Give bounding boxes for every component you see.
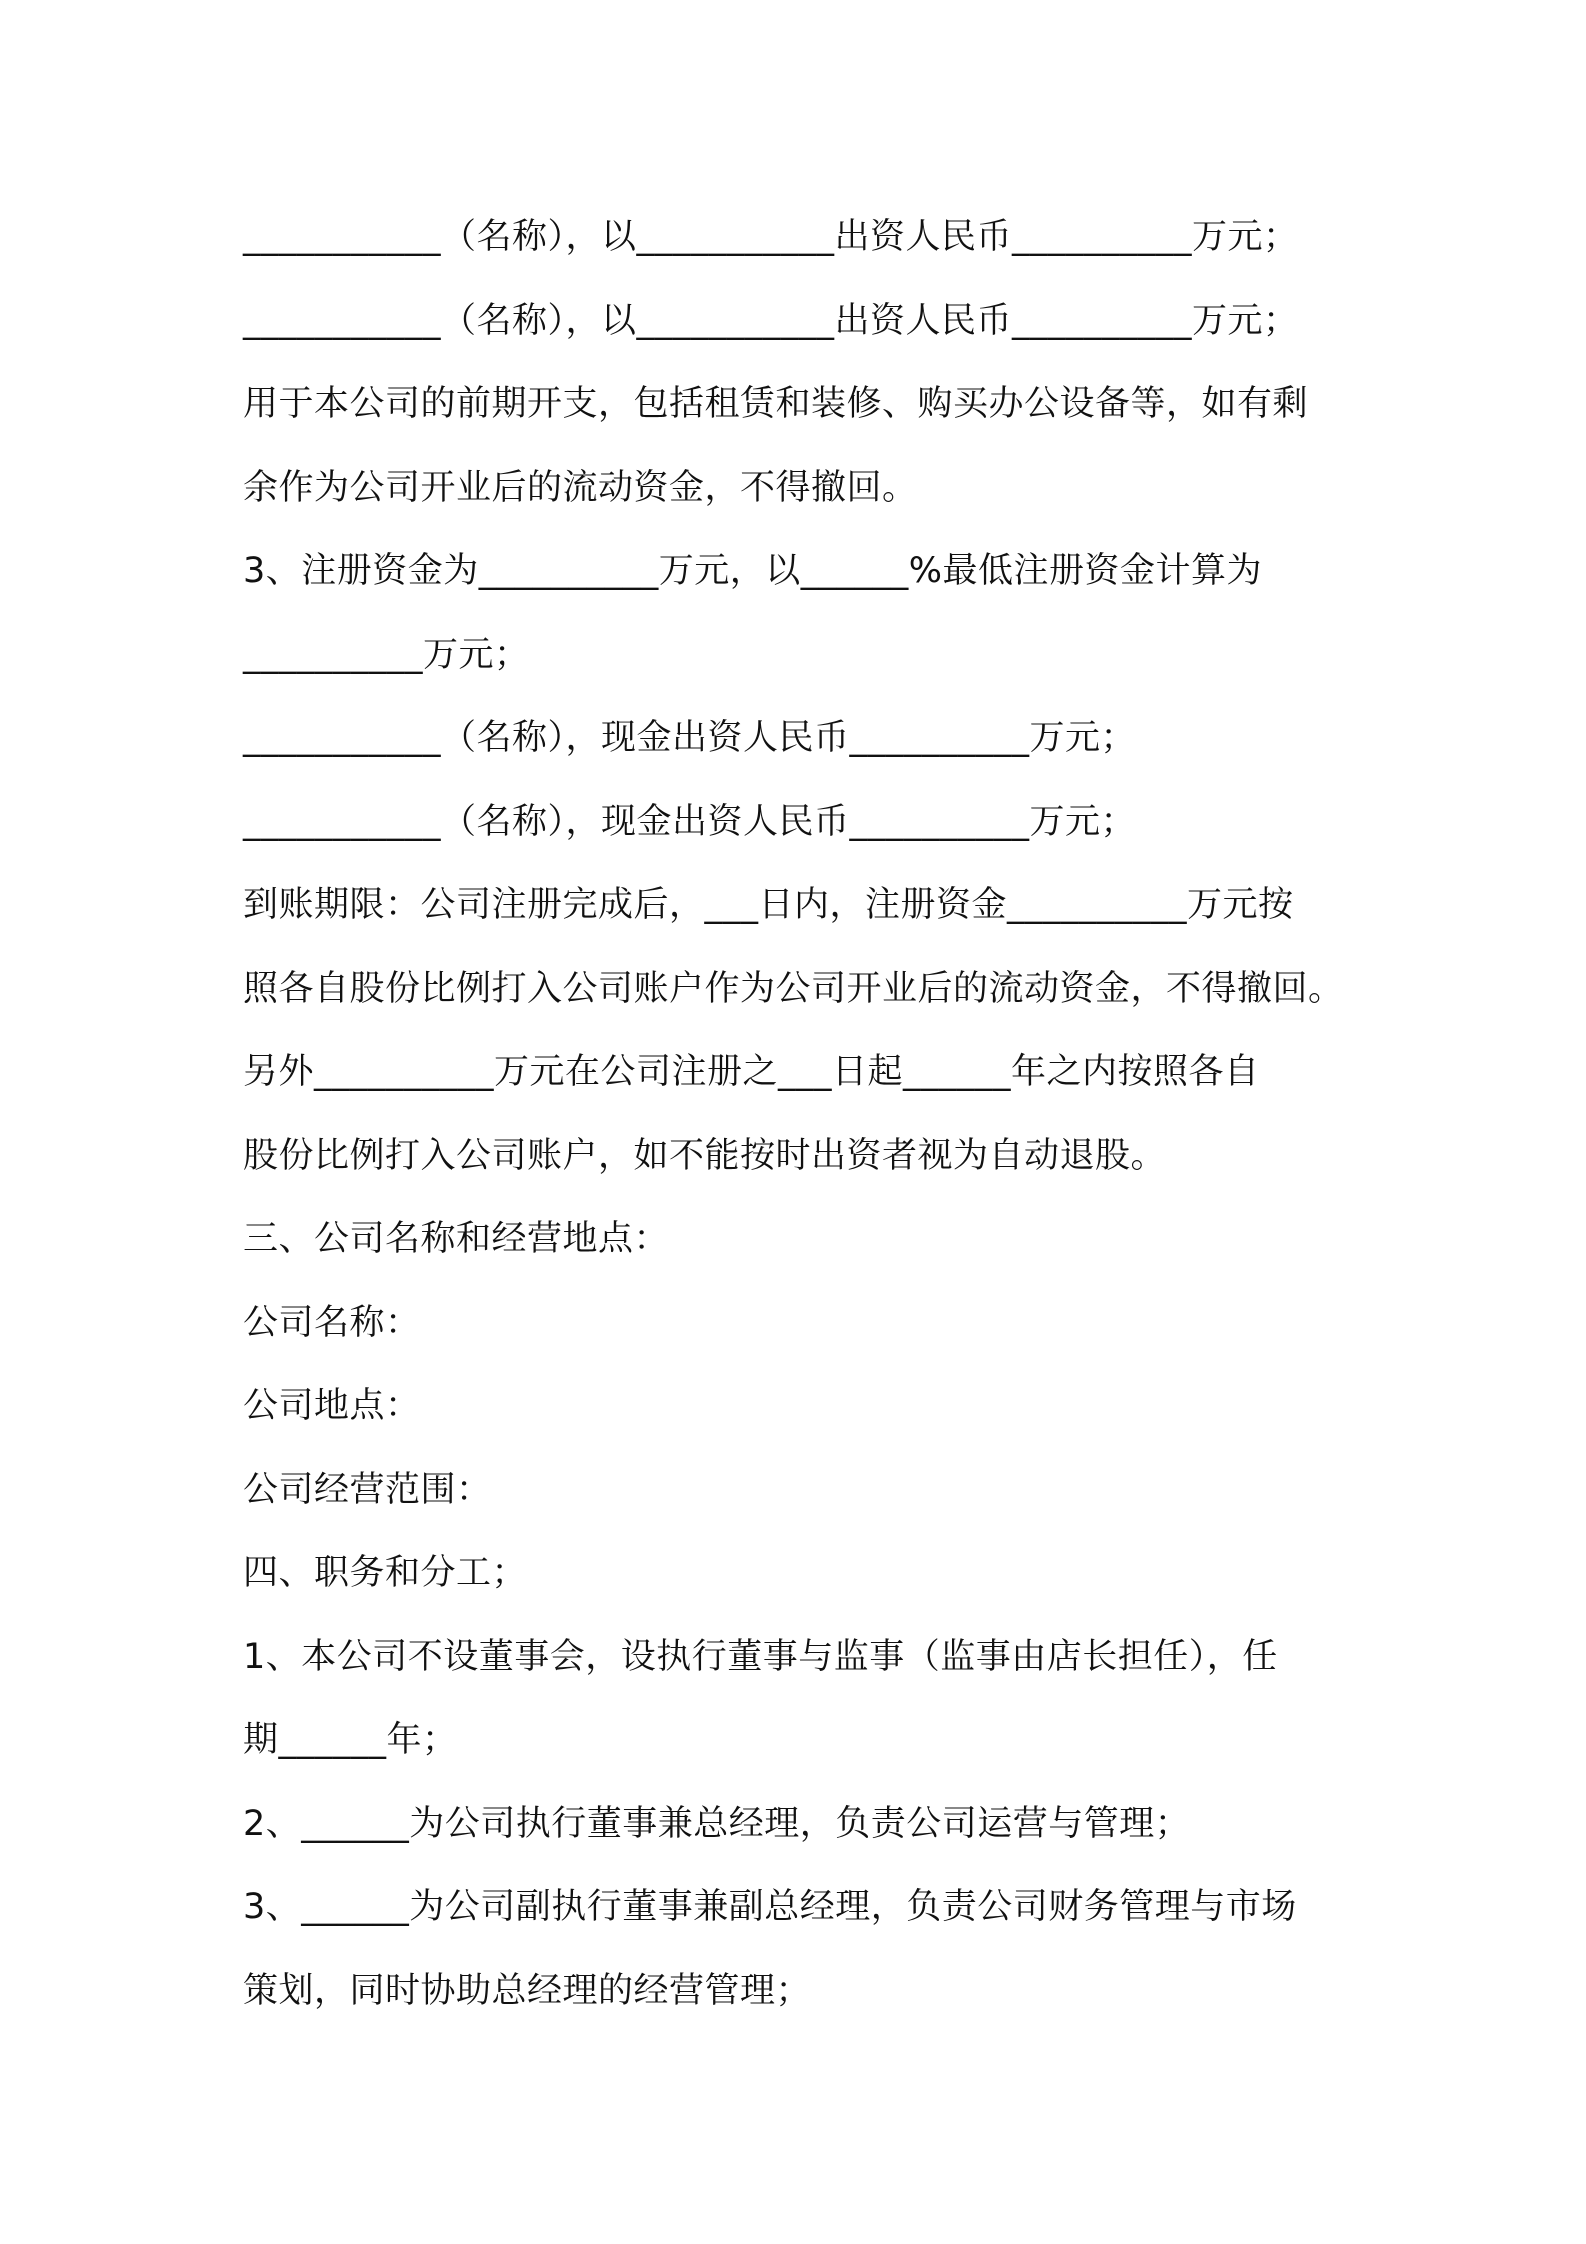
text-line: 3、______为公司副执行董事兼副总经理，负责公司财务管理与市场 [243, 1887, 1297, 1927]
text-line: 策划，同时协助总经理的经营管理； [243, 1970, 812, 2011]
section-heading: 三、公司名称和经营地点： [243, 1219, 670, 1259]
field-label: 公司经营范围： [243, 1469, 492, 1510]
text-line: __________万元； [243, 634, 530, 675]
text-line: 1、本公司不设董事会，设执行董事与监事（监事由店长担任），任 [243, 1636, 1278, 1677]
text-line: ___________（名称），现金出资人民币__________万元； [243, 801, 1137, 842]
text-line: 2、______为公司执行董事兼总经理，负责公司运营与管理； [243, 1803, 1191, 1844]
text-line: 股份比例打入公司账户，如不能按时出资者视为自动退股。 [243, 1135, 1167, 1176]
document-body [243, 196, 1383, 2033]
text-line: 余作为公司开业后的流动资金，不得撤回。 [243, 467, 918, 508]
text-line: 照各自股份比例打入公司账户作为公司开业后的流动资金，不得撤回。 [243, 968, 1344, 1009]
text-line: 3、注册资金为__________万元，以______%最低注册资金计算为 [243, 551, 1263, 591]
text-line: ___________（名称），以___________出资人民币__________万元； [243, 217, 1299, 257]
text-line: 用于本公司的前期开支，包括租赁和装修、购买办公设备等，如有剩 [243, 384, 1309, 424]
text-line: ___________（名称），以___________出资人民币__________万元； [243, 300, 1299, 341]
text-line: 期______年； [243, 1720, 458, 1760]
text-line: 另外__________万元在公司注册之___日起______年之内按照各自 [243, 1052, 1260, 1092]
field-label: 公司地点： [243, 1386, 421, 1426]
text-line: ___________（名称），现金出资人民币__________万元； [243, 718, 1137, 758]
section-heading: 四、职务和分工； [243, 1553, 528, 1593]
text-line: 到账期限：公司注册完成后，___日内，注册资金__________万元按 [243, 885, 1294, 925]
field-label: 公司名称： [243, 1302, 421, 1343]
